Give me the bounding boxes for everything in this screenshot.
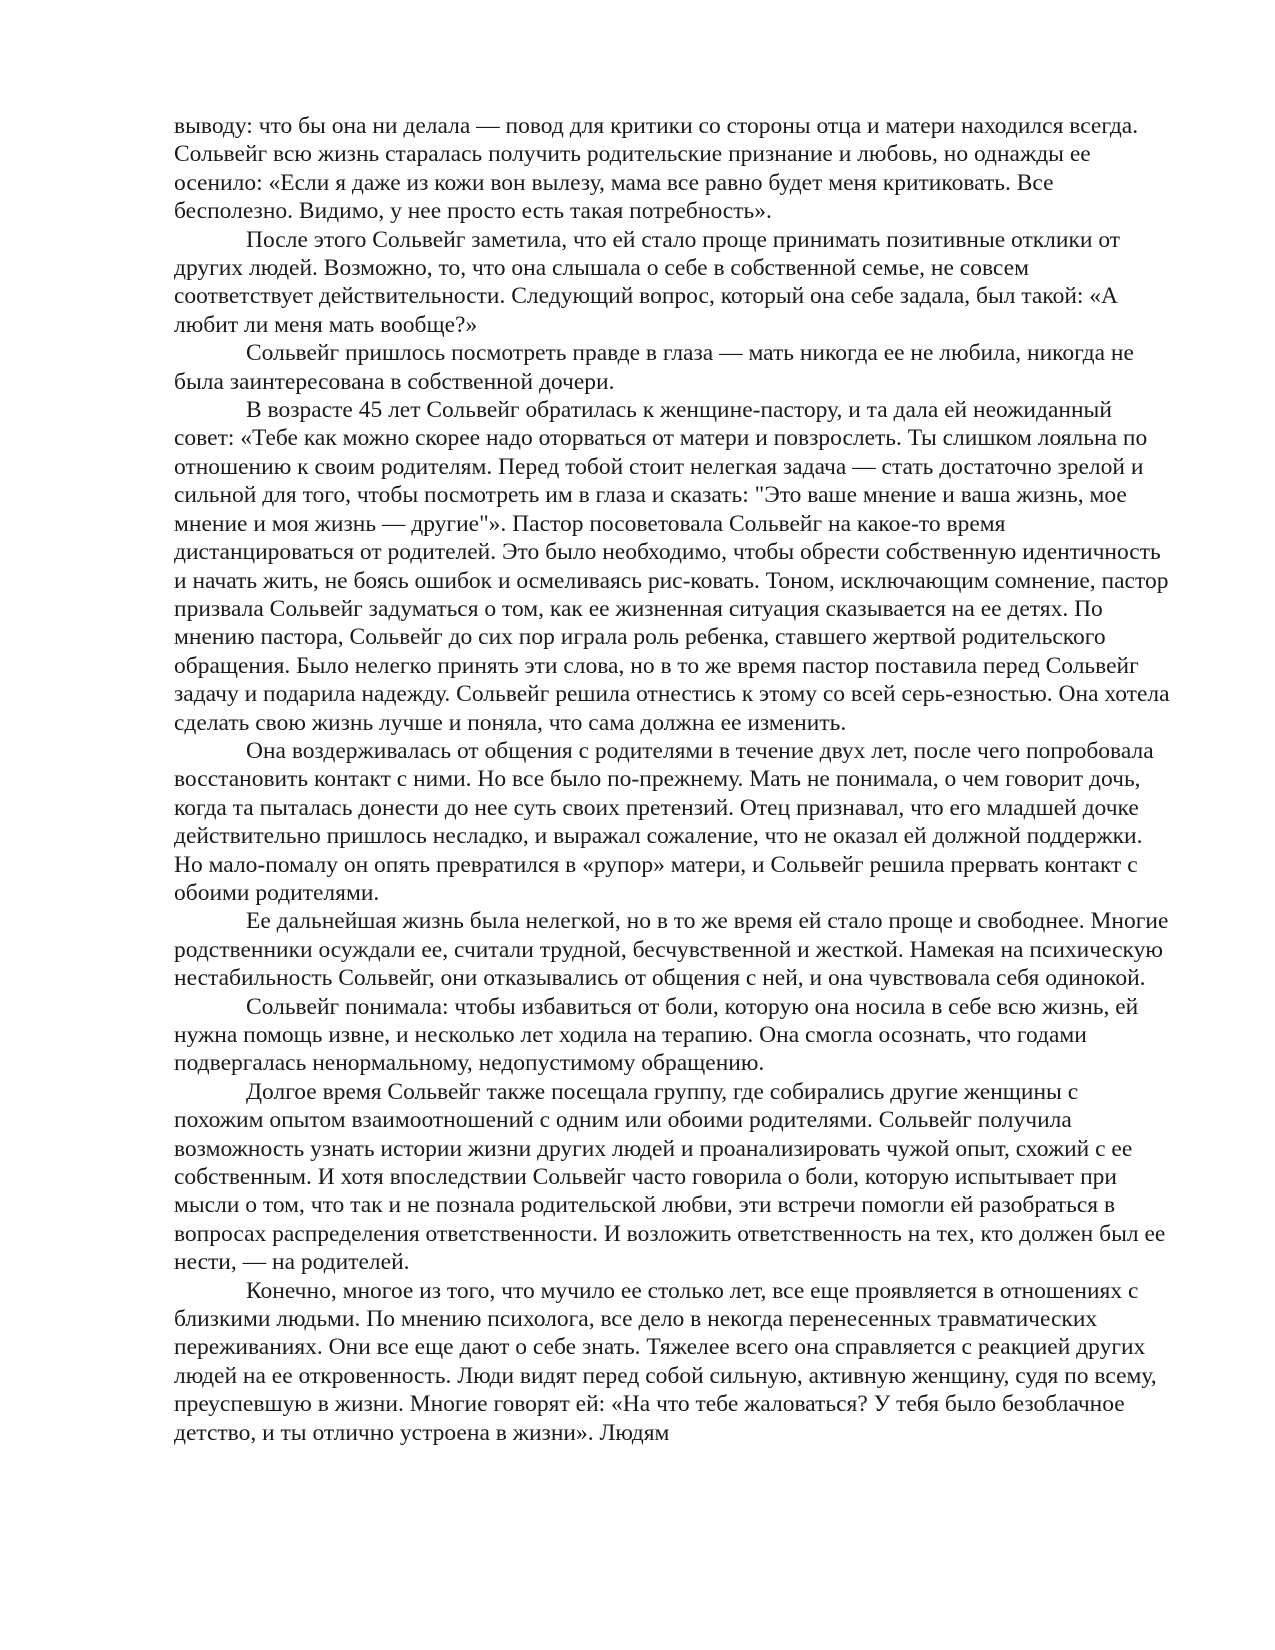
body-text: [174, 112, 1170, 1447]
paragraph-5: Она воздерживалась от общения с родителями в течение двух лет, после чего попробовала восстановить контакт с ними. Но все было по-прежнему. Мать не понимала, о чем говорит дочь, когда та пыталась донести до нее суть своих претензий. Отец признавал, что его младшей дочке действительно пришлось несладко, и выражал сожаление, что не оказал ей должной поддержки. Но мало-помалу он опять превратился в «рупор» матери, и Сольвейг решила прервать контакт с обоими родителями.: [174, 737, 1154, 906]
paragraph-8: Долгое время Сольвейг также посещала группу, где собирались другие женщины с похожим опытом взаимоотношений с одним или обоими родителями. Сольвейг получила возможность узнать истории жизни других людей и проанализировать чужой опыт, схожий с ее собственным. И хотя впоследствии Сольвейг часто говорила о боли, которую испытывает при мысли о том, что так и не познала родительской любви, эти встречи помогли ей разобраться в вопросах распределения ответственности. И возложить ответственность на тех, кто должен был ее нести, — на родителей.: [174, 1078, 1166, 1276]
paragraph-6: Ее дальнейшая жизнь была нелегкой, но в то же время ей стало проще и свободнее. Многие родственники осуждали ее, считали трудной, бесчувственной и жесткой. Намекая на психическую нестабильность Сольвейг, они отказывались от общения с ней, и она чувствовала себя одинокой.: [174, 908, 1169, 992]
paragraph-7: Сольвейг понимала: чтобы избавиться от боли, которую она носила в себе всю жизнь, ей нужна помощь извне, и несколько лет ходила на терапию. Она смогла осознать, что годами подвергалась ненормальному, недопустимому обращению.: [174, 993, 1139, 1077]
paragraph-1: выводу: что бы она ни делала — повод для критики со стороны отца и матери находился всегда. Сольвейг всю жизнь старалась получить родительские признание и любовь, но однажды ее осенило: «Если я даже из кожи вон вылезу, мама все равно будет меня критиковать. Все бесполезно. Видимо, у нее просто есть такая потребность».: [174, 113, 1139, 225]
paragraph-4: В возрасте 45 лет Сольвейг обратилась к женщине-пастору, и та дала ей неожиданный совет: «Тебе как можно скорее надо оторваться от матери и повзрослеть. Ты слишком лояльна по отношению к своим родителям. Перед тобой стоит нелегкая задача — стать достаточно зрелой и сильной для того, чтобы посмотреть им в глаза и сказать: "Это ваше мнение и ваша жизнь, мое мнение и моя жизнь — другие"». Пастор посоветовала Сольвейг на какое-то время дистанцироваться от родителей. Это было необходимо, чтобы обрести собственную идентичность и начать жить, не боясь ошибок и осмеливаясь рис-ковать. Тоном, исключающим сомнение, пастор призвала Сольвейг задуматься о том, как ее жизненная ситуация сказывается на ее детях. По мнению пастора, Сольвейг до сих пор играла роль ребенка, ставшего жертвой родительского обращения. Было нелегко принять эти слова, но в то же время пастор поставила перед Сольвейг задачу и подарила надежду. Сольвейг решила отнестись к этому со всей серь-езностью. Она хотела сделать свою жизнь лучше и поняла, что сама должна ее изменить.: [174, 397, 1170, 736]
paragraph-2: После этого Сольвейг заметила, что ей стало проще принимать позитивные отклики от других людей. Возможно, то, что она слышала о себе в собственной семье, не совсем соответствует действительности. Следующий вопрос, который она себе задала, был такой: «А любит ли меня мать вообще?»: [174, 226, 1121, 338]
paragraph-3: Сольвейг пришлось посмотреть правде в глаза — мать никогда ее не любила, никогда не была заинтересована в собственной дочери.: [174, 340, 1134, 395]
paragraph-9: Конечно, многое из того, что мучило ее столько лет, все еще проявляется в отношениях с близкими людьми. По мнению психолога, все дело в некогда перенесенных травматических переживаниях. Они все еще дают о себе знать. Тяжелее всего она справляется с реакцией других людей на ее откровенность. Люди видят перед собой сильную, активную женщину, судя по всему, преуспевшую в жизни. Многие говорят ей: «На что тебе жаловаться? У тебя было безоблачное детство, и ты отлично устроена в жизни». Людям: [174, 1277, 1157, 1446]
